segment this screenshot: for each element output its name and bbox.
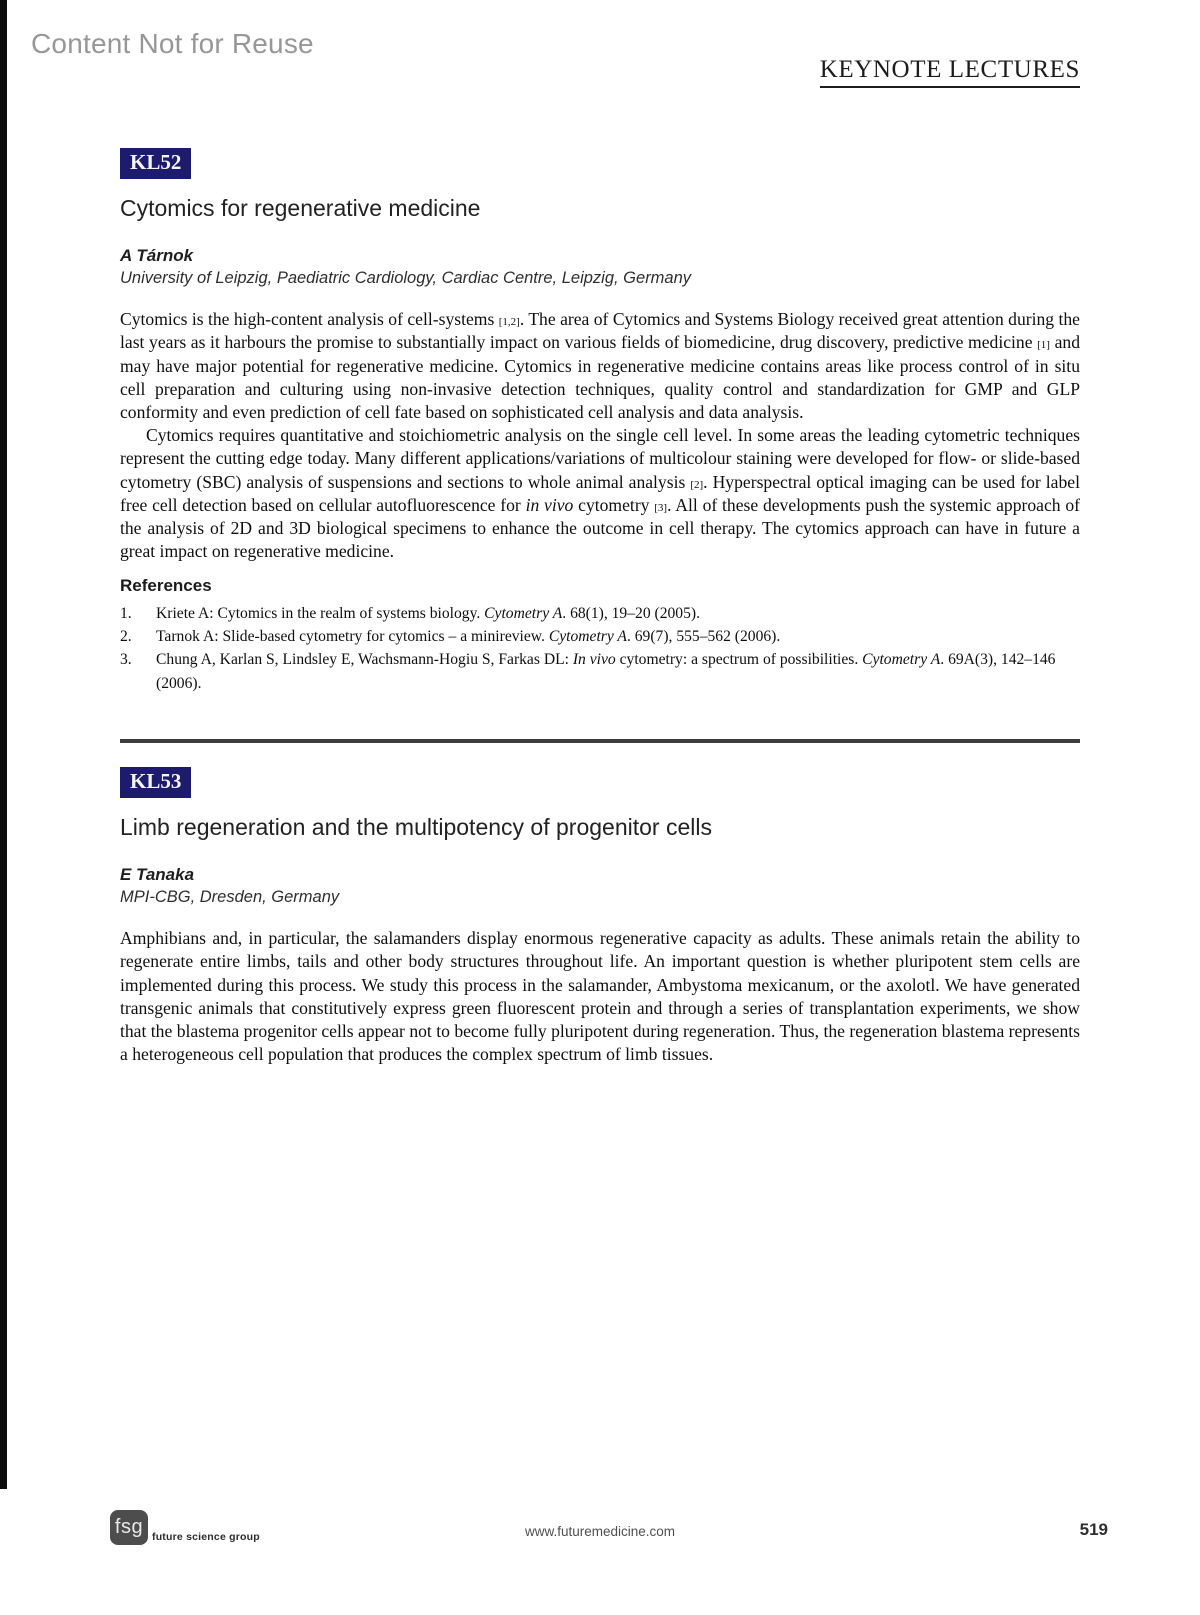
author-name-kl53: E Tanaka: [120, 865, 195, 885]
reference-number: 1.: [120, 604, 132, 622]
scan-edge-artifact: [0, 0, 7, 1489]
fsg-logo-label: future science group: [152, 1531, 260, 1543]
content-area: [120, 148, 1080, 1066]
abstract-title-kl53: Limb regeneration and the multipotency of progenitor cells: [120, 814, 712, 841]
watermark-text: Content Not for Reuse: [31, 28, 314, 59]
author-affiliation-kl53: MPI-CBG, Dresden, Germany: [120, 888, 340, 907]
reference-item: [120, 625, 1080, 648]
abstract-paragraph: Amphibians and, in particular, the salamanders display enormous regenerative capacity as adults. These animals retain the ability to regenerate entire limbs, tails and other body structures throughout life. An important question is whether pluripotent stem cells are implemented during this process. We study this process in the salamander, Ambystoma mexicanum, or the axolotl. We have generated transgenic animals that constitutively express green fluorescent protein and through a series of transplantation experiments, we show that the blastema progenitor cells appear not to become fully pluripotent during regeneration. Thus, the regeneration blastema represents a heterogeneous cell population that produces the complex spectrum of limb tissues.: [120, 928, 1080, 1065]
reference-text: Kriete A: Cytomics in the realm of systems biology. Cytometry A. 68(1), 19–20 (2005).: [156, 604, 700, 622]
references-list: [120, 602, 1080, 696]
abstract-paragraph: Cytomics is the high-content analysis of cell-systems [1,2]. The area of Cytomics and Systems Biology received great attention during the last years as it harbours the promise to substantially impact on various fields of biomedicine, drug discovery, predictive medicine [1] and may have major potential for regenerative medicine. Cytomics in regenerative medicine contains areas like process control of in situ cell preparation and culturing using non-invasive detection techniques, quality control and standardization for GMP and GLP conformity and even prediction of cell fate based on sophisticated cell analysis and data analysis.: [120, 309, 1080, 422]
abstract-id-badge-kl53: KL53: [120, 767, 191, 798]
abstract-kl53: [120, 743, 1080, 1066]
fsg-logo-icon: fsg: [110, 1510, 148, 1545]
page-footer: [0, 1500, 1200, 1560]
author-affiliation-kl52: University of Leipzig, Paediatric Cardiology, Cardiac Centre, Leipzig, Germany: [120, 269, 692, 288]
author-name-kl52: A Tárnok: [120, 246, 194, 266]
footer-url: www.futuremedicine.com: [524, 1524, 676, 1539]
abstract-kl52: [120, 148, 1080, 695]
page-number: 519: [1079, 1520, 1108, 1539]
abstract-paragraph: Cytomics requires quantitative and stoichiometric analysis on the single cell level. In some areas the leading cytometric techniques represent the cutting edge today. Many different applications/variations of multicolour staining were developed for flow- or slide-based cytometry (SBC) analysis of suspensions and sections to whole animal analysis [2]. Hyperspectral optical imaging can be used for label free cell detection based on cellular autofluorescence for in vivo cytometry [3]. All of these developments push the systemic approach of the analysis of 2D and 3D biological specimens to enhance the outcome in cell therapy. The cytomics approach can have in future a great impact on regenerative medicine.: [120, 425, 1081, 562]
reference-item: [120, 648, 1080, 695]
reference-text: Tarnok A: Slide-based cytometry for cytomics – a minireview. Cytometry A. 69(7), 555–562 (2006).: [156, 627, 781, 645]
reference-number: 2.: [120, 627, 132, 645]
references-heading: References: [120, 575, 212, 595]
reference-number: 3.: [120, 651, 132, 669]
reference-text: Chung A, Karlan S, Lindsley E, Wachsmann-Hogiu S, Farkas DL: In vivo cytometry: a spectrum of possibilities. Cytometry A. 69A(3), 142–146 (2006).: [156, 651, 1056, 692]
section-header: KEYNOTE LECTURES: [820, 56, 1080, 88]
abstract-title-kl52: Cytomics for regenerative medicine: [120, 195, 481, 222]
reference-item: [120, 602, 1080, 625]
abstract-id-badge-kl52: KL52: [120, 148, 191, 179]
running-head: [820, 56, 1080, 84]
